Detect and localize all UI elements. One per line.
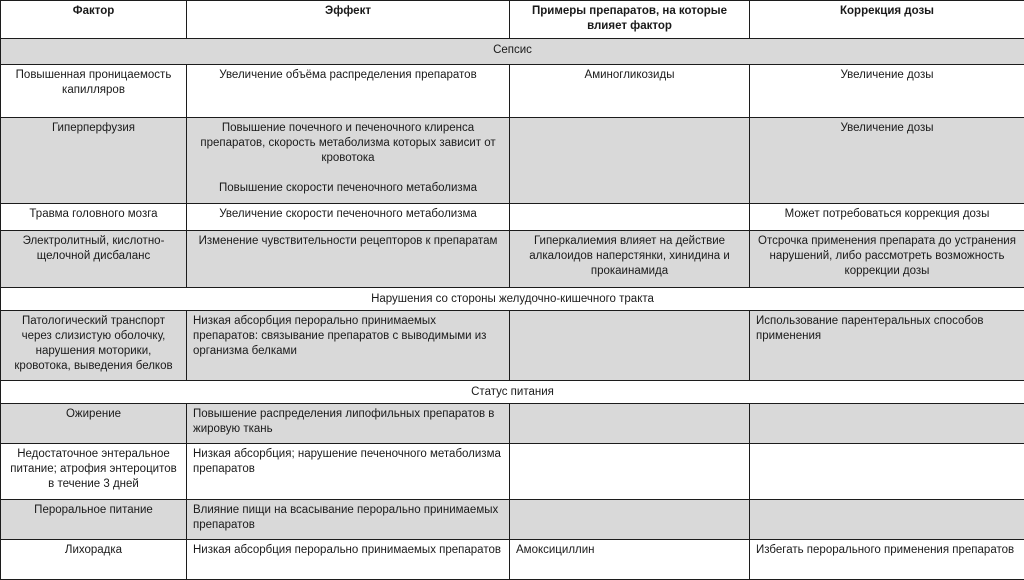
table-row-oral [1,500,1024,540]
cell-effect [187,118,510,204]
cell-effect: Низкая абсорбция перорально принимаемых препаратов: связывание препаратов с выводимыми из организма белками [187,311,510,381]
effect-text-metabolism: Повышение скорости печеночного метаболизма [193,181,503,196]
header-examples: Примеры препаратов, на которые влияет фактор [510,1,750,39]
cell-examples [510,204,750,231]
section-title-gi: Нарушения со стороны желудочно-кишечного тракта [1,288,1024,311]
section-title-sepsis: Сепсис [1,39,1024,65]
cell-effect: Низкая абсорбция перорально принимаемых препаратов [187,540,510,580]
table-row-hyperperfusion [1,118,1024,204]
header-dose: Коррекция дозы [750,1,1024,39]
table-row-electrolyte [1,231,1024,288]
cell-dose: Увеличение дозы [750,65,1024,118]
cell-dose [750,404,1024,444]
cell-dose: Может потребоваться коррекция дозы [750,204,1024,231]
table-row-brain [1,204,1024,231]
table-row-obesity [1,404,1024,444]
cell-factor: Недостаточное энтеральное питание; атрофия энтероцитов в течение 3 дней [1,444,187,500]
cell-effect: Увеличение объёма распределения препаратов [187,65,510,118]
cell-factor: Повышенная проницаемость капилляров [1,65,187,118]
cell-dose [750,444,1024,500]
cell-dose: Избегать перорального применения препаратов [750,540,1024,580]
section-row-sepsis [1,39,1024,65]
cell-examples: Амоксициллин [510,540,750,580]
section-row-gi [1,288,1024,311]
cell-effect: Изменение чувствительности рецепторов к препаратам [187,231,510,288]
table-row-transport [1,311,1024,381]
cell-factor: Электролитный, кислотно-щелочной дисбаланс [1,231,187,288]
cell-factor: Гиперперфузия [1,118,187,204]
cell-effect: Повышение распределения липофильных препаратов в жировую ткань [187,404,510,444]
cell-dose: Отсрочка применения препарата до устранения нарушений, либо рассмотреть возможность коррекции дозы [750,231,1024,288]
cell-effect: Увеличение скорости печеночного метаболизма [187,204,510,231]
cell-factor: Лихорадка [1,540,187,580]
cell-examples: Аминогликозиды [510,65,750,118]
table-row-enteral [1,444,1024,500]
section-row-nutrition [1,381,1024,404]
table-row-capillary [1,65,1024,118]
effect-text-clearance: Повышение почечного и печеночного клиренса препаратов, скорость метаболизма которых зависит от кровотока [193,121,503,166]
cell-factor: Травма головного мозга [1,204,187,231]
cell-examples [510,311,750,381]
cell-examples [510,118,750,204]
cell-effect: Влияние пищи на всасывание перорально принимаемых препаратов [187,500,510,540]
cell-dose: Увеличение дозы [750,118,1024,204]
cell-factor: Ожирение [1,404,187,444]
cell-examples [510,500,750,540]
cell-examples: Гиперкалиемия влияет на действие алкалоидов наперстянки, хинидина и прокаинамида [510,231,750,288]
cell-factor: Патологический транспорт через слизистую оболочку, нарушения моторики, кровотока, выведения белков [1,311,187,381]
cell-examples [510,444,750,500]
header-effect: Эффект [187,1,510,39]
header-factor: Фактор [1,1,187,39]
header-row [1,1,1024,39]
cell-examples [510,404,750,444]
cell-effect: Низкая абсорбция; нарушение печеночного метаболизма препаратов [187,444,510,500]
section-title-nutrition: Статус питания [1,381,1024,404]
cell-factor: Пероральное питание [1,500,187,540]
cell-dose [750,500,1024,540]
cell-dose: Использование парентеральных способов применения [750,311,1024,381]
